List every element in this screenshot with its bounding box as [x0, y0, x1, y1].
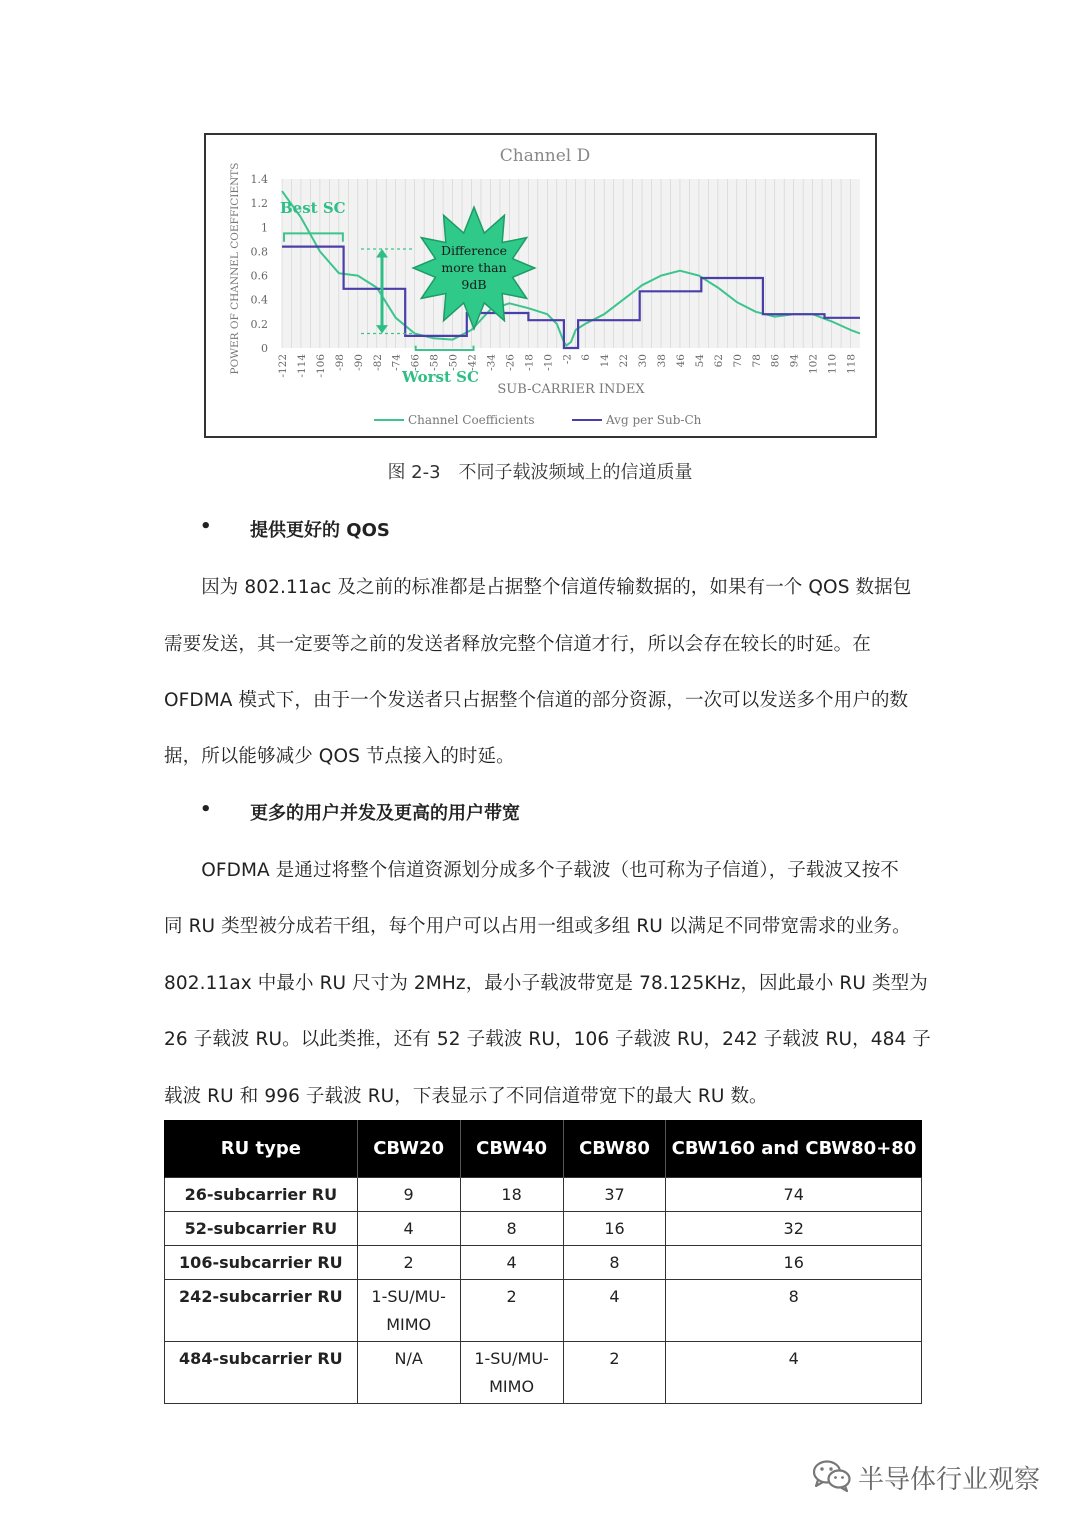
table-header-row [165, 1120, 922, 1177]
table-cell: 8 [460, 1211, 563, 1245]
x-tick-label: 6 [580, 354, 593, 361]
table-cell: 18 [460, 1177, 563, 1211]
x-tick-label: 14 [599, 354, 612, 368]
y-tick-label: 0.8 [250, 245, 268, 259]
x-tick-label: -42 [466, 354, 479, 371]
table-cell: 4 [357, 1211, 460, 1245]
table-row [165, 1245, 922, 1279]
chart-title: Channel D [499, 146, 591, 166]
table-row [165, 1279, 922, 1341]
table-header-cell: CBW160 and CBW80+80 [666, 1120, 922, 1177]
table-row [165, 1177, 922, 1211]
plot-area [282, 179, 860, 348]
x-tick-label: -10 [542, 354, 555, 371]
table-cell: 4 [460, 1245, 563, 1279]
table-cell: 9 [357, 1177, 460, 1211]
x-tick-label: -82 [371, 354, 384, 371]
x-tick-label: -114 [295, 354, 308, 378]
para2-line-1: OFDMA 是通过将整个信道资源划分成多个子载波（也可称为子信道），子载波又按不 [164, 860, 899, 881]
watermark-text: 半导体行业观察 [858, 1465, 1041, 1495]
x-tick-label: 78 [750, 354, 763, 368]
bullet-users-text: 更多的用户并发及更高的用户带宽 [250, 803, 520, 824]
table-header-cell: CBW80 [563, 1120, 666, 1177]
best-sc-label: Best SC [280, 199, 346, 217]
starburst-text-line: Difference [440, 243, 508, 258]
x-tick-label: -34 [485, 354, 498, 371]
x-tick-label: 102 [807, 354, 820, 375]
para2-line-3: 802.11ax 中最小 RU 尺寸为 2MHz，最小子载波带宽是 78.125KHz，因此最小 RU 类型为 [164, 973, 928, 994]
para1-line-4: 据，所以能够减少 QOS 节点接入的时延。 [164, 746, 515, 767]
para1-line-1: 因为 802.11ac 及之前的标准都是占据整个信道传输数据的，如果有一个 QOS 数据包 [164, 577, 912, 598]
table-cell: 4 [563, 1279, 666, 1341]
grid-lines [282, 179, 851, 348]
x-tick-label: 54 [693, 354, 706, 368]
table-cell: 1-SU/MU-MIMO [357, 1279, 460, 1341]
x-tick-label: 22 [618, 354, 631, 368]
x-tick-label: 94 [788, 354, 801, 368]
para2-line-4: 26 子载波 RU。以此类推，还有 52 子载波 RU，106 子载波 RU，242 子载波 RU，484 子 [164, 1029, 931, 1050]
channel-d-figure [204, 133, 877, 438]
table-cell: 2 [460, 1279, 563, 1341]
table-cell: 242-subcarrier RU [165, 1279, 358, 1341]
x-tick-label: 110 [826, 354, 839, 375]
para2-line-2: 同 RU 类型被分成若干组，每个用户可以占用一组或多组 RU 以满足不同带宽需求的业务。 [164, 916, 911, 937]
legend-label-channel-coefficients: Channel Coefficients [408, 413, 535, 427]
y-tick-label: 0.6 [250, 269, 268, 283]
y-tick-label: 1.4 [250, 173, 268, 186]
para1-line-3: OFDMA 模式下，由于一个发送者只占据整个信道的部分资源，一次可以发送多个用户的数 [164, 690, 909, 711]
table-cell: 106-subcarrier RU [165, 1245, 358, 1279]
x-tick-label: 118 [845, 354, 858, 375]
channel-d-chart [206, 135, 875, 436]
y-axis-label: POWER OF CHANNEL COEFFICIENTS [229, 162, 241, 375]
table-header-cell: RU type [165, 1120, 358, 1177]
table-cell: 8 [666, 1279, 922, 1341]
x-tick-label: -74 [390, 354, 403, 371]
table-cell: 4 [666, 1341, 922, 1403]
x-tick-label: -50 [447, 354, 460, 371]
worst-sc-label: Worst SC [402, 368, 479, 386]
x-tick-label: 46 [674, 354, 687, 368]
table-header-cell: CBW20 [357, 1120, 460, 1177]
x-tick-label: 62 [712, 354, 725, 368]
table-cell: 32 [666, 1211, 922, 1245]
table-cell: 484-subcarrier RU [165, 1341, 358, 1403]
table-cell: 37 [563, 1177, 666, 1211]
table-cell: 16 [563, 1211, 666, 1245]
starburst-text-line: 9dB [461, 277, 487, 292]
x-tick-label: -90 [352, 354, 365, 371]
x-tick-label: 70 [731, 354, 744, 368]
table-row [165, 1341, 922, 1403]
para2-line-5: 载波 RU 和 996 子载波 RU，下表显示了不同信道带宽下的最大 RU 数。 [164, 1086, 768, 1107]
table-header-cell: CBW40 [460, 1120, 563, 1177]
x-tick-label: -18 [523, 354, 536, 371]
x-tick-label: 30 [637, 354, 650, 368]
figure-caption: 图 2-3 不同子载波频域上的信道质量 [387, 462, 693, 483]
y-tick-label: 0.4 [250, 293, 268, 307]
y-tick-label: 0.2 [250, 317, 268, 331]
x-tick-label: -2 [561, 354, 574, 365]
x-tick-label: -98 [333, 354, 346, 371]
x-tick-label: -106 [314, 354, 327, 378]
table-cell: 74 [666, 1177, 922, 1211]
bullet-qos-text: 提供更好的 QOS [250, 520, 390, 541]
ru-table [164, 1120, 922, 1404]
y-tick-label: 1.2 [250, 197, 268, 211]
x-axis-label: SUB-CARRIER INDEX [497, 382, 645, 397]
table-cell: 52-subcarrier RU [165, 1211, 358, 1245]
table-cell: N/A [357, 1341, 460, 1403]
x-tick-label: 86 [769, 354, 782, 368]
x-tick-label: 38 [656, 354, 669, 368]
table-row [165, 1211, 922, 1245]
table-cell: 16 [666, 1245, 922, 1279]
table-cell: 1-SU/MU-MIMO [460, 1341, 563, 1403]
x-tick-label: -26 [504, 354, 517, 371]
y-tick-label: 1 [261, 221, 268, 235]
y-tick-label: 0 [261, 342, 268, 355]
chart-legend [374, 413, 702, 427]
table-cell: 2 [357, 1245, 460, 1279]
wechat-icon [812, 1458, 852, 1494]
x-tick-label: -66 [409, 354, 422, 371]
bullet-dot: • [200, 799, 212, 820]
x-tick-label: -122 [277, 354, 289, 378]
table-cell: 2 [563, 1341, 666, 1403]
table-cell: 8 [563, 1245, 666, 1279]
watermark [812, 1456, 1062, 1496]
para1-line-2: 需要发送，其一定要等之前的发送者释放完整个信道才行，所以会存在较长的时延。在 [164, 634, 871, 655]
legend-label-avg-per-sub-ch: Avg per Sub-Ch [606, 413, 702, 427]
table-cell: 26-subcarrier RU [165, 1177, 358, 1211]
x-tick-label: -58 [428, 354, 441, 371]
starburst-text-line: more than [441, 260, 507, 275]
bullet-dot: • [200, 516, 212, 537]
